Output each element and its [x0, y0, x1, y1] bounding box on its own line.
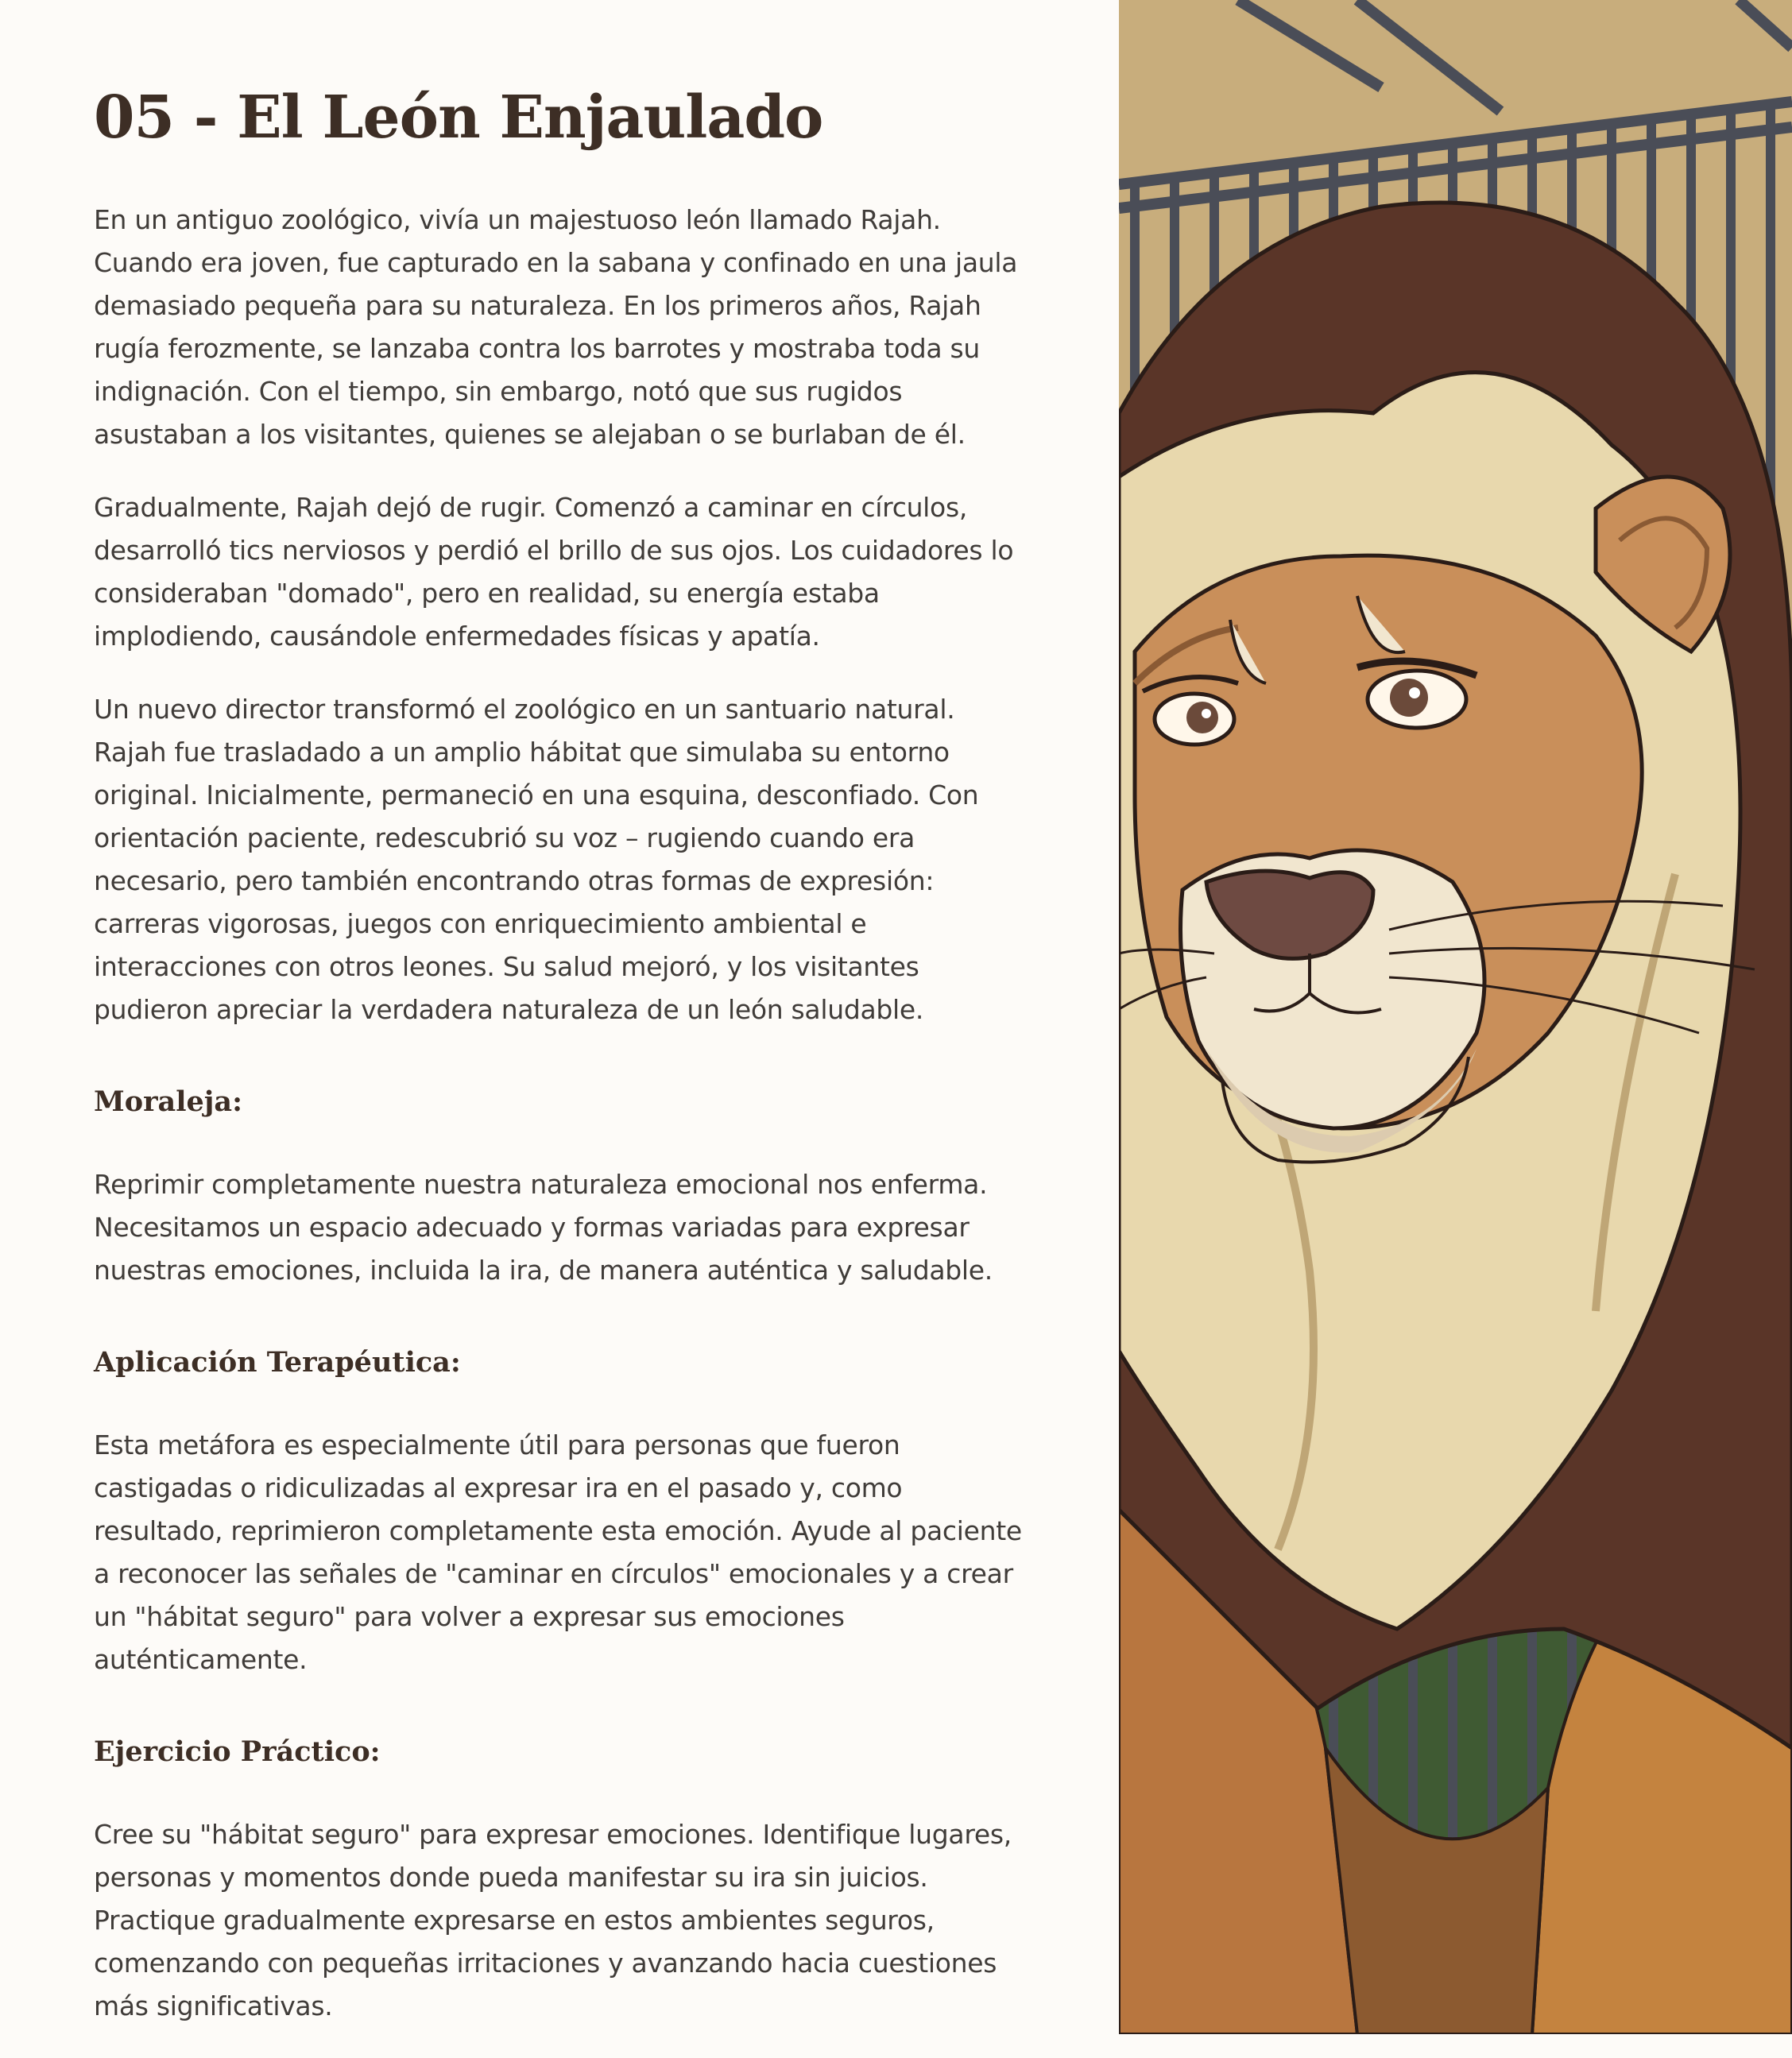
story-paragraph-1: En un antiguo zoológico, vivía un majestuoso león llamado Rajah. Cuando era joven, fue capturado en la sabana y confinado en una jaula demasiado pequeña para su naturaleza. En los primeros años, Rajah rugía ferozmente, se lanzaba contra los barrotes y mostraba toda su indignación. Con el tiempo, sin embargo, notó que sus rugidos asustaban a los visitantes, quienes se alejaban o se burlaban de él.: [94, 204, 1018, 450]
story-paragraph-2: Gradualmente, Rajah dejó de rugir. Comenzó a caminar en círculos, desarrolló tics nerviosos y perdió el brillo de sus ojos. Los cuidadores lo consideraban "domado", pero en realidad, su energía estaba implodiendo, causándole enfermedades físicas y apatía.: [94, 492, 1014, 652]
story-paragraph-3: Un nuevo director transformó el zoológico en un santuario natural. Rajah fue trasladado a un amplio hábitat que simulaba su entorno original. Inicialmente, permaneció en una esquina, desconfiado. Con orientación paciente, redescubrió su voz – rugiendo cuando era necesario, pero también encontrando otras formas de expresión: carreras vigorosas, juegos con enriquecimiento ambiental e interacciones con otros leones. Su salud mejoró, y los visitantes pudieron apreciar la verdadera naturaleza de un león saludable.: [94, 694, 979, 1025]
moraleja-heading: Moraleja:: [94, 1085, 243, 1118]
aplicacion-heading: Aplicación Terapéutica:: [94, 1346, 461, 1379]
moraleja-text: Reprimir completamente nuestra naturaleza emocional nos enferma. Necesitamos un espacio adecuado y formas variadas para expresar nuestras emociones, incluida la ira, de manera auténtica y saludable.: [94, 1169, 993, 1286]
story-column: [94, 76, 1033, 2058]
story-title: 05 - El León Enjaulado: [94, 83, 823, 152]
aplicacion-text: Esta metáfora es especialmente útil para personas que fueron castigadas o ridiculizadas al expresar ira en el pasado y, como resultado, reprimieron completamente esta emoción. Ayude al paciente a reconocer las señales de "caminar en círculos" emocionales y a crear un "hábitat seguro" para volver a expresar sus emociones auténticamente.: [94, 1429, 1022, 1675]
ejercicio-heading: Ejercicio Práctico:: [94, 1735, 381, 1768]
lion-illustration: [1119, 0, 1792, 2034]
lion-in-cage-icon: [1119, 0, 1792, 2034]
ejercicio-text: Cree su "hábitat seguro" para expresar emociones. Identifique lugares, personas y momentos donde pueda manifestar su ira sin juicios. Practique gradualmente expresarse en estos ambientes seguros, comenzando con pequeñas irritaciones y avanzando hacia cuestiones más significativas.: [94, 1819, 1012, 2021]
